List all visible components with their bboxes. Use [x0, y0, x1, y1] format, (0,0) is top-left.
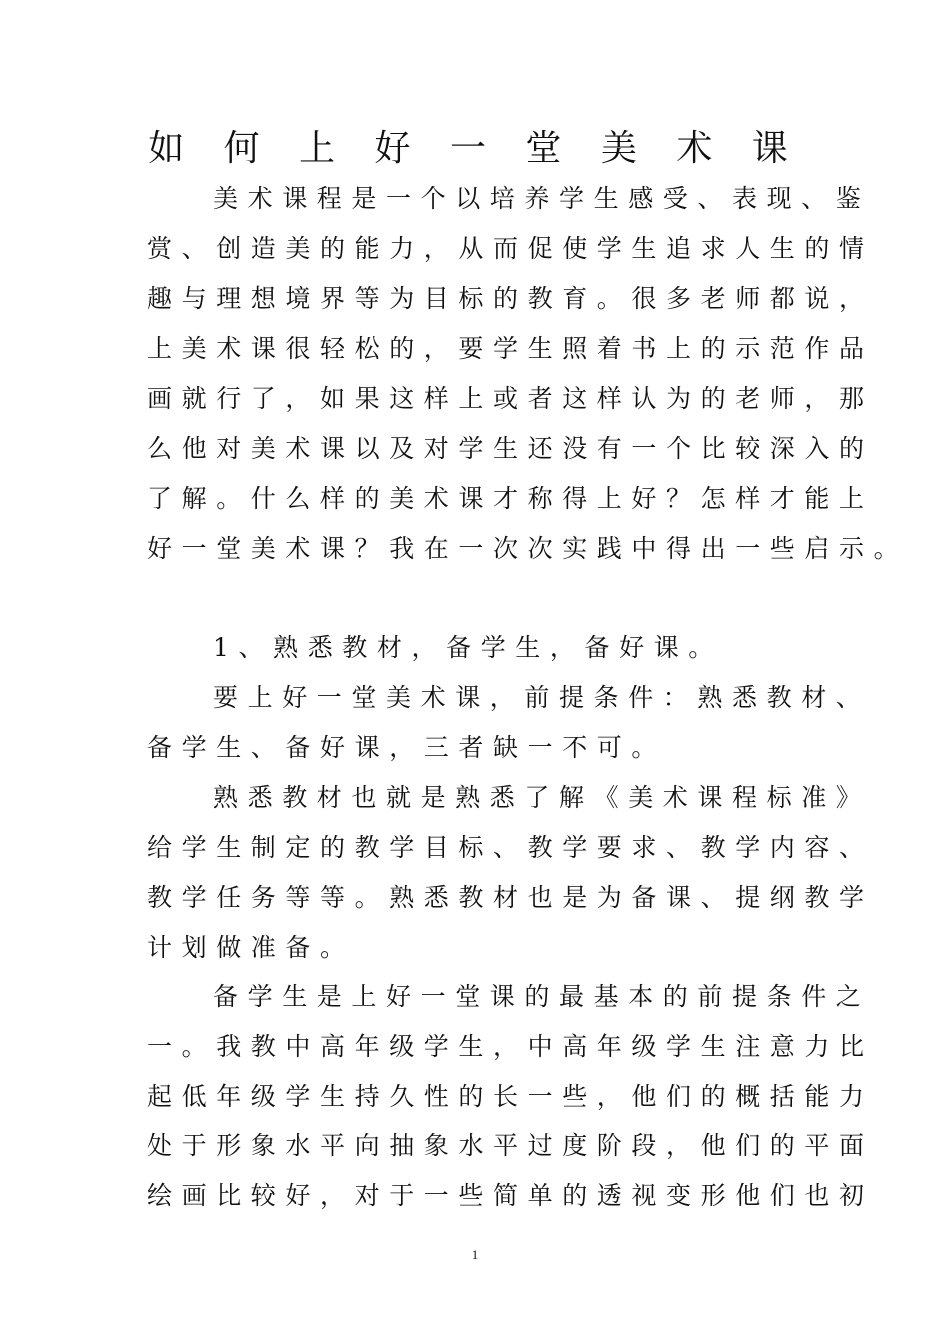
paragraph-line: 熟悉教材也就是熟悉了解《美术课程标准》	[213, 783, 871, 812]
paragraph-line: 备学生、备好课，三者缺一不可。	[147, 733, 667, 762]
paragraph-line: 给学生制定的教学目标、教学要求、教学内容、	[147, 833, 874, 862]
paragraph-line: 起低年级学生持久性的长一些，他们的概括能力	[147, 1082, 874, 1111]
document-title: 如 何 上 好 一 堂 美 术 课	[148, 128, 802, 169]
paragraph-line: 计划做准备。	[147, 933, 355, 962]
paragraph-line: 绘画比较好，对于一些简单的透视变形他们也初	[147, 1181, 874, 1210]
paragraph-line: 教学任务等等。熟悉教材也是为备课、提纲教学	[147, 883, 874, 912]
page-number: 1	[471, 1247, 479, 1262]
paragraph-line: 么他对美术课以及对学生还没有一个比较深入的	[147, 434, 874, 463]
paragraph-line: 好一堂美术课？我在一次次实践中得出一些启示。	[147, 534, 909, 563]
paragraph-line: 画就行了，如果这样上或者这样认为的老师，那	[147, 384, 874, 413]
paragraph-line: 美术课程是一个以培养学生感受、表现、鉴	[213, 184, 871, 213]
paragraph-line: 备学生是上好一堂课的最基本的前提条件之	[213, 982, 871, 1011]
paragraph-line: 要上好一堂美术课，前提条件：熟悉教材、	[213, 683, 871, 712]
paragraph-line: 赏、创造美的能力，从而促使学生追求人生的情	[147, 234, 874, 263]
paragraph-line: 处于形象水平向抽象水平过度阶段，他们的平面	[147, 1131, 874, 1160]
paragraph-line: 了解。什么样的美术课才称得上好？怎样才能上	[147, 484, 874, 513]
section-heading: 1、熟悉教材，备学生，备好课。	[213, 633, 723, 662]
paragraph-line: 一。我教中高年级学生，中高年级学生注意力比	[147, 1032, 874, 1061]
paragraph-line: 趣与理想境界等为目标的教育。很多老师都说，	[147, 284, 874, 313]
paragraph-line: 上美术课很轻松的，要学生照着书上的示范作品	[147, 334, 874, 363]
